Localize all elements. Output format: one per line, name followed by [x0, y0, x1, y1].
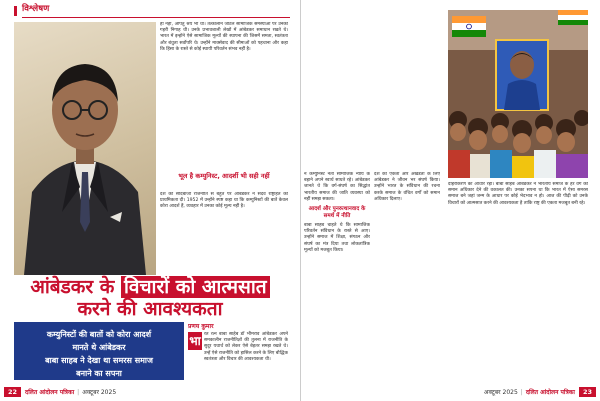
page-number-left: 22 [4, 387, 21, 397]
section-rule [22, 17, 290, 18]
byline: प्रणय कुमार [188, 323, 214, 330]
publication-name-left: दलित आंदोलन पत्रिका [25, 389, 75, 396]
rally-photo [448, 10, 588, 178]
right-article-column-2 [374, 172, 440, 377]
headline-line1 [14, 276, 286, 298]
issue-date-left: अक्टूबर 2025 [82, 389, 117, 396]
right-text-col2: देश की एकता और अखंडता के लिए आंबेडकर ने जीवन भर संघर्ष किया। उन्होंने भारत के संविधान की रचना करके समाज के वंचित वर्गों को समान अधिकार दिलाए। [374, 172, 440, 202]
subhead-1 [160, 172, 288, 180]
headline-line1-highlight: विचारों को आत्मसात [121, 276, 270, 298]
headline-line2: करने की आवश्यकता [77, 298, 223, 320]
rally-illustration [448, 10, 588, 178]
headline [14, 276, 286, 320]
headline-line1-pre: आंबेडकर के [30, 276, 121, 298]
subhead-1-text: भूल है कम्युनिस्ट, आदर्शी भी सही नहीं [178, 172, 270, 180]
right-article-column-3 [448, 182, 588, 377]
deck-box [14, 322, 184, 380]
right-text-col3: दोहरीकरण का आधार रहा। बाबा साहब आंबेडकर ने भारतीय समाज के हर वर्ग को समान अधिकार देने की वकालत की। उनका सपना था कि भारत में ऐसा समरस समाज बने जहां जन्म के आधार पर कोई भेदभाव न हो। आज की पीढ़ी को उनके विचारों को आत्मसात करने की आवश्यकता है ताकि राष्ट्र की एकता मजबूत बनी रहे। [448, 182, 588, 206]
right-text-col1: ने कम्युनिस्ट नेता सामाजिक न्याय के बहाने अपने स्वार्थ साधते रहे। आंबेडकर जानते थे कि वर्ग-संघर्ष का सिद्धांत भारतीय समाज की जाति व्यवस्था को नहीं समझ सकता। [304, 172, 370, 202]
deck-line-4: बनाने का सपना [76, 369, 122, 378]
page-number-right: 23 [579, 387, 596, 397]
deck-line-3: बाबा साहब ने देखा था समरस समाज [45, 356, 153, 365]
portrait-illustration [14, 22, 156, 275]
deck-line-1: कम्युनिस्टों की बातों को कोरा आदर्श [46, 330, 152, 339]
article-intro [188, 322, 288, 380]
intro-paragraph [188, 332, 288, 363]
article-column-1 [160, 22, 288, 172]
section-marker [14, 6, 17, 16]
deck-line-2: मानते थे आंबेडकर [72, 343, 126, 352]
right-article-column-1 [304, 172, 370, 377]
intro-text: रत रत्न बाबा साहेब डॉ भीमराव आंबेडकर अपने समकालीन राजनीतिज्ञों की तुलना में राजनीति के सुदूर यथार्थ को लेकर ऐसे बेहतर समझ रखते थे। उन्हें ऐसे राजनीति को हासिल करने के लिए बौद्धिक स्वतंत्रता और विचार की आवश्यकता थी। [204, 332, 288, 362]
publication-name-right: दलित आंदोलन पत्रिका [525, 389, 575, 396]
right-text-col1b: बाबा साहब चाहते थे कि सामाजिक परिवर्तन संविधान के रास्ते से आए। उन्होंने समाज में शिक्षा, संगठन और संघर्ष का मंत्र दिया तथा लोकतांत्रिक मूल्यों को मजबूत किया। [304, 223, 370, 253]
article-text-col1: ही नहीं, अपितु श्रेय भी था। तत्कालीन जटिल सामाजिक समस्याओं पर उनकी गहरी निगाह थी। उनके प्रभावशाली लेखों में आंबेडकर समाधान रखते थे। भारत में इन्होंने ऐसे सामाजिक मूल्यों की स्थापना की जिसमें समता, स्वतंत्रता और बंधुता सर्वोपरि थे। उन्होंने मार्क्सवाद की सीमाओं को पहचाना और कहा कि हिंसा के रास्ते से कोई स्थायी परिवर्तन संभव नहीं है। [160, 22, 288, 52]
section-label: विश्लेषण [22, 4, 50, 14]
issue-date-right: अक्टूबर 2025 [483, 389, 518, 396]
article-text-col2: देश की सौदेबाजी राजनीति से बहुत परे आंबेडकर ने सदैव राष्ट्रहित को प्राथमिकता दी। 1952 में उन्होंने स्पष्ट कहा था कि कम्युनिस्टों की बातें केवल कोरा आदर्श हैं, व्यवहार में उनका कोई मूल्य नहीं है। [160, 192, 288, 210]
section-tag [0, 0, 300, 20]
article-column-2 [160, 192, 288, 272]
footer-left: 22 दलित आंदोलन पत्रिका | अक्टूबर 2025 [0, 386, 300, 398]
dropcap: भा [189, 334, 201, 348]
footer-right: अक्टूबर 2025 | दलित आंदोलन पत्रिका 23 [300, 386, 600, 398]
ambedkar-portrait [14, 22, 156, 275]
subhead-2: आदर्श और पुनरुत्थानवाद के समर्थ में नीति [308, 206, 366, 220]
